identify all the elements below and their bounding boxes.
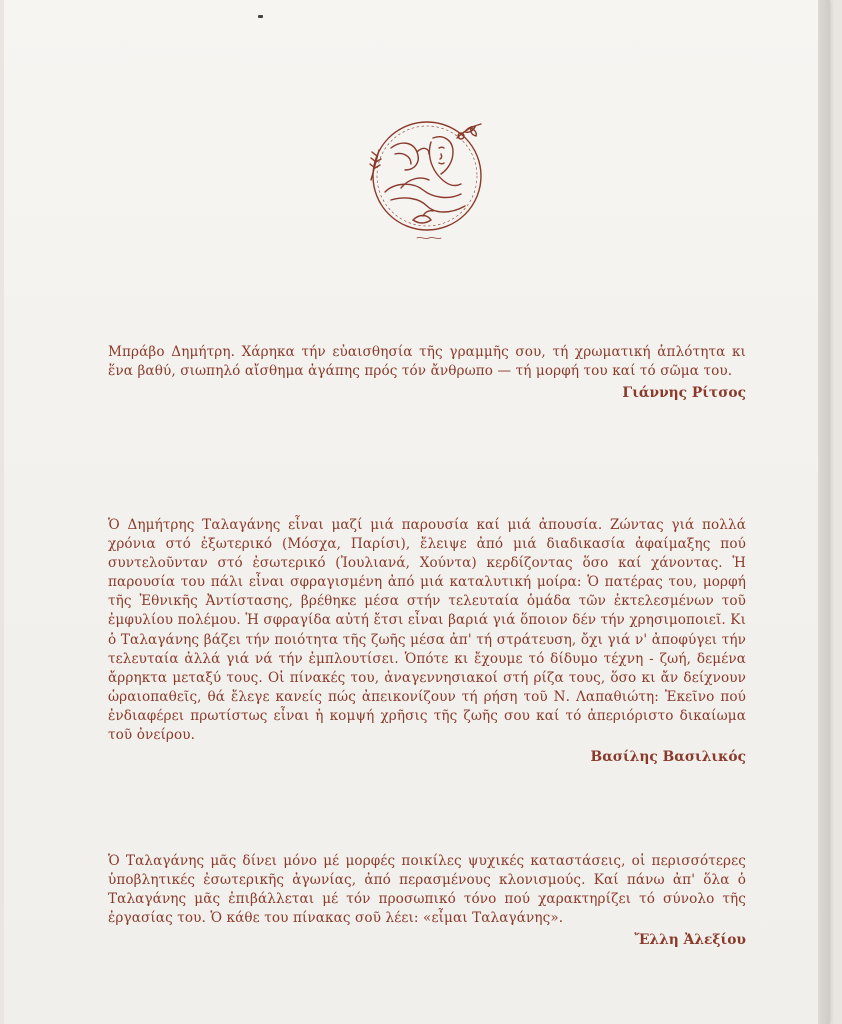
quote-author: Ἔλλη Ἀλεξίου <box>634 932 746 949</box>
quote-ritsos <box>108 343 746 401</box>
quote-author: Βασίλης Βασιλικός <box>590 749 746 766</box>
quote-author: Γιάννης Ρίτσος <box>622 385 746 402</box>
document-page <box>4 0 830 1024</box>
page-edge <box>818 0 830 1024</box>
quote-vasilikos <box>108 516 746 765</box>
quote-text: Ὁ Δημήτρης Ταλαγάνης εἶναι μαζί μιά παρουσία καί μιά ἀπουσία. Ζώντας γιά πολλά χρόνια στό ἐξωτερικό (Μόσχα, Παρίσι), ἔλειψε ἀπό μιά διαδικασία ἀφαίμαξης πού συντελοῦνταν στό ἐσωτερικό (Ἰουλιανά, Χούντα) κερδίζοντας ὅσο καί χάνοντας. Ἡ παρουσία του πάλι εἶναι σφραγισμένη ἀπό μιά καταλυτική μοίρα: Ὁ πατέρας του, μορφή τῆς Ἐθνικῆς Ἀντίστασης, βρέθηκε μέσα στήν τελευταία ὁμάδα τῶν ἐκτελεσμένων τοῦ ἐμφυλίου πολέμου. Ἡ σφραγίδα αὐτή ἔτσι εἶναι βαριά γιά ὅποιον δέν τήν χρησιμοποιεῖ. Κι ὁ Ταλαγάνης βάζει τήν ποιότητα τῆς ζωῆς μέσα ἀπ' τή στράτευση, ὄχι γιά ν' ἀποφύγει τήν τελευταία ἀλλά γιά νά τήν ἐμπλουτίσει. Ὁπότε κι ἔχουμε τό δίδυμο τέχνη - ζωή, δεμένα ἄρρηκτα μεταξύ τους. Οἱ πίνακές του, ἀναγεννησιακοί στή ρίζα τους, ὅσο κι ἄν δείχνουν ὡραιοπαθεῖς, θά ἔλεγε κανείς πώς ἀπεικονίζουν τή ρήση τοῦ Ν. Λαπαθιώτη: Ἐκεῖνο πού ἐνδιαφέρει πρωτίστως εἶναι ἡ κομψή χρῆσις τῆς ζωῆς σου καί τό ἀπεριόριστο δικαίωμα τοῦ ὀνείρου. <box>108 517 746 744</box>
quote-alexiou <box>108 852 746 948</box>
quote-text: Ὁ Ταλαγάνης μᾶς δίνει μόνο μέ μορφές ποικίλες ψυχικές καταστάσεις, οἱ περισσότερες ὑποβλητικές ἐσωτερικῆς ἀγωνίας, ἀπό περασμένους κλονισμούς. Καί πάνω ἀπ' ὅλα ὁ Ταλαγάνης μᾶς ἐπιβάλλεται μέ τόν προσωπικό τόνο πού χαρακτηρίζει τό σύνολο τῆς ἐργασίας του. Ὁ κάθε του πίνακας σοῦ λέει: «εἶμαι Ταλαγάνης». <box>108 853 746 927</box>
dove-woman-emblem-icon <box>361 108 497 244</box>
paper-speck <box>258 15 263 18</box>
quote-text: Μπράβο Δημήτρη. Χάρηκα τήν εὐαισθησία τῆς γραμμῆς σου, τή χρωματική ἁπλότητα κι ἕνα βαθύ, σιωπηλό αἴσθημα ἀγάπης πρός τόν ἄνθρωπο — τή μορφή του καί τό σῶμα του. <box>108 344 746 380</box>
